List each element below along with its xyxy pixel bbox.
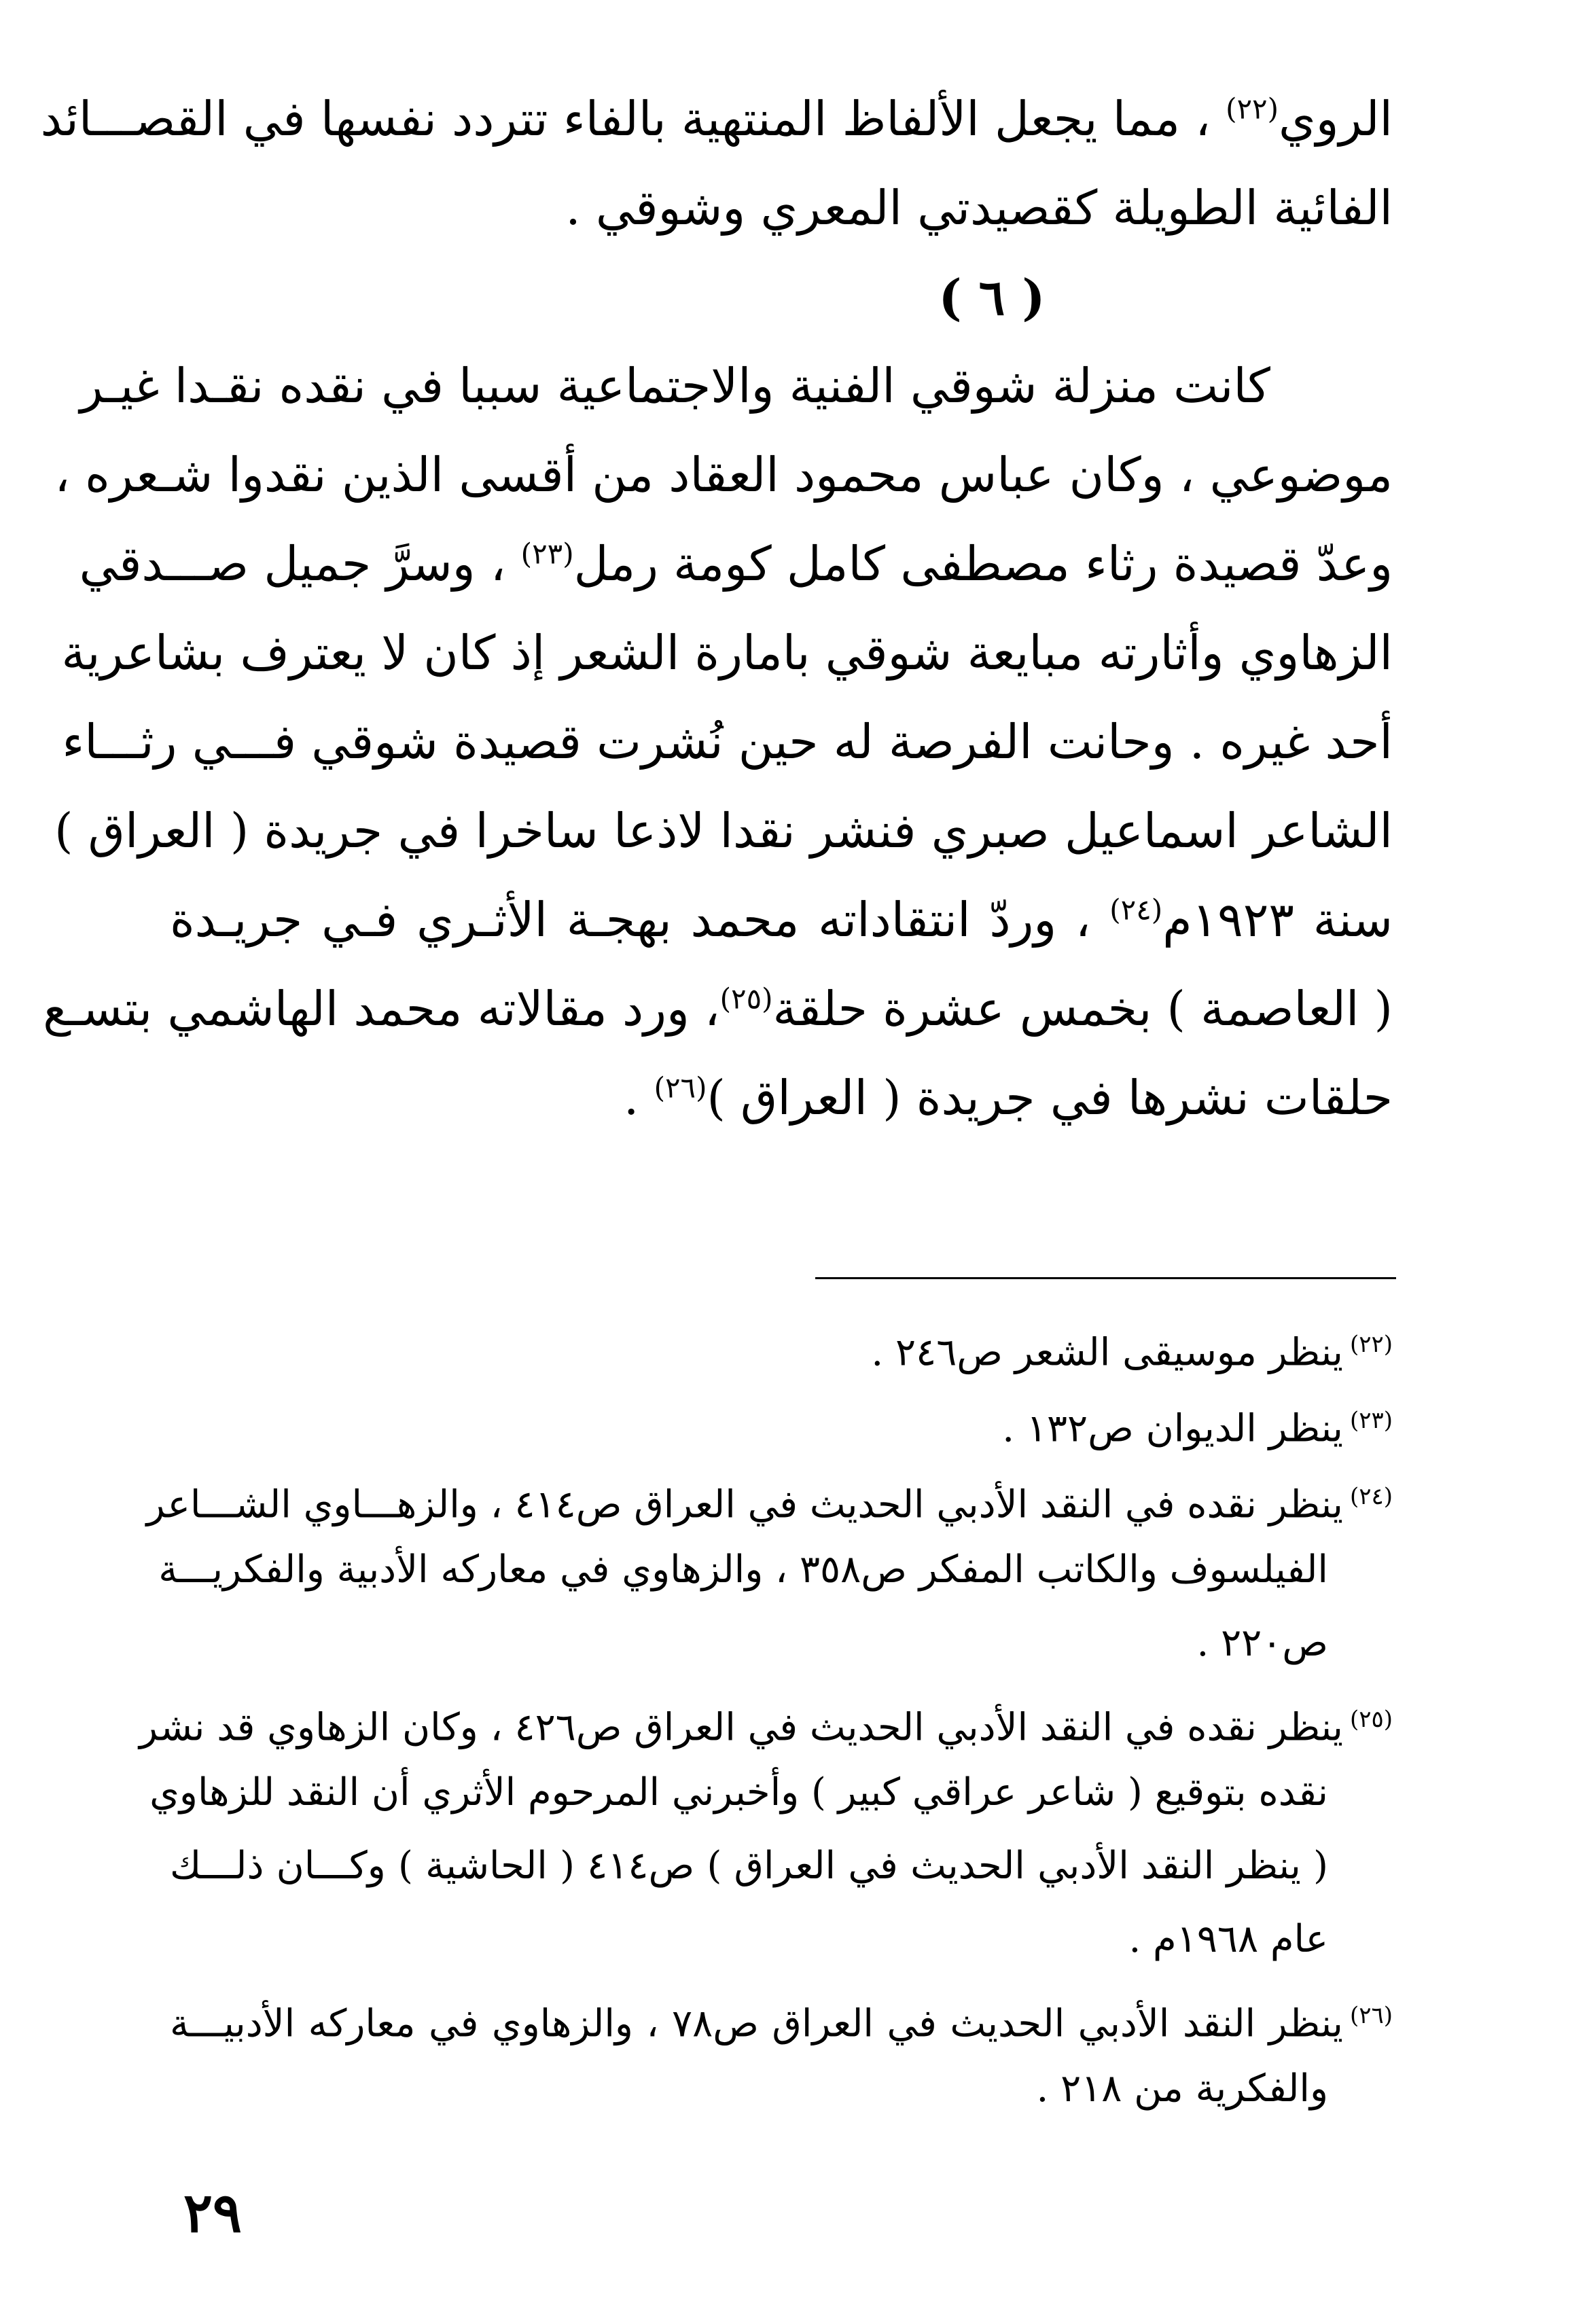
footnote-line: نقده بتوقيع ( شاعر عراقي كبير ) وأخبرني المرحوم الأثري أن النقد للزهاوي	[149, 1770, 1328, 1814]
text-line: أحد غيره . وحانت الفرصة له حين نُشرت قصيدة شوقي فـــي رثـــاء	[62, 714, 1393, 770]
footnote-number: (٢٤)	[1349, 1483, 1393, 1510]
footnote-text: ينظر موسيقى الشعر ص٢٤٦ .	[871, 1330, 1343, 1375]
footnote-text: ينظر نقده في النقد الأدبي الحديث في العراق ص٤٢٦ ، وكان الزهاوي قد نشر	[139, 1705, 1343, 1750]
text-line: وعدّ قصيدة رثاء مصطفى كامل كومة رمل$^{(٢٣)}$ ، وسرَّ جميل صـــدقي	[79, 536, 1393, 592]
footnote-line	[170, 1384, 1393, 1457]
footnote-line	[170, 1308, 1393, 1381]
footnote-line: الفيلسوف والكاتب المفكر ص٣٥٨ ، والزهاوي في معاركه الأدبية والفكريـــة	[158, 1548, 1328, 1592]
text-line: الزهاوي وأثارته مبايعة شوقي بامارة الشعر إذ كان لا يعترف بشاعرية	[61, 625, 1393, 681]
text-line: ( العاصمة ) بخمس عشرة حلقة$^{(٢٥)}$، ورد مقالاته محمد الهاشمي بتسـع	[43, 981, 1393, 1037]
text-line: الشاعر اسماعيل صبري فنشر نقدا لاذعا ساخرا في جريدة ( العراق )	[54, 803, 1393, 859]
footnote-26	[170, 1979, 1393, 2126]
footnote-22	[170, 1308, 1393, 1381]
footnotes	[139, 1308, 1393, 2128]
footnote-separator	[815, 1277, 1396, 1279]
footnote-line	[146, 1460, 1393, 1533]
main-text	[40, 75, 1393, 1143]
section-heading: ( ٦ )	[938, 268, 1046, 326]
text-line: الفائية الطويلة كقصيدتي المعري وشوقي .	[565, 180, 1393, 236]
text-line: كانت منزلة شوقي الفنية والاجتماعية سببا في نقده نقـدا غيـر	[79, 358, 1270, 414]
footnote-24	[146, 1460, 1393, 1680]
footnote-line	[170, 1979, 1393, 2052]
text-line: سنة ١٩٢٣م$^{(٢٤)}$ ، وردّ انتقاداته محمد بهجـة الأثـري فـي جريـدة	[170, 892, 1393, 948]
footnote-line: والفكرية من ٢١٨ .	[1036, 2067, 1328, 2111]
text-line: موضوعي ، وكان عباس محمود العقاد من أقسى الذين نقدوا شـعره ،	[54, 447, 1393, 503]
footnote-number: (٢٦)	[1349, 2002, 1393, 2029]
footnote-23	[170, 1384, 1393, 1457]
footnote-text: ينظر الديوان ص١٣٢ .	[1002, 1406, 1343, 1451]
footnote-line: عام ١٩٦٨م .	[1128, 1917, 1328, 1961]
footnote-number: (٢٣)	[1349, 1407, 1393, 1434]
footnote-text: ينظر نقده في النقد الأدبي الحديث في العراق ص٤١٤ ، والزهـــاوي الشـــاعر	[146, 1482, 1343, 1527]
footnote-number: (٢٥)	[1349, 1706, 1393, 1733]
page-number: ٢٩	[183, 2181, 242, 2245]
footnote-25	[139, 1683, 1393, 1976]
footnote-number: (٢٢)	[1349, 1331, 1393, 1358]
footnote-line: ص٢٢٠ .	[1196, 1621, 1328, 1665]
footnote-line	[139, 1683, 1393, 1756]
footnote-text: ينظر النقد الأدبي الحديث في العراق ص٧٨ ، والزهاوي في معاركه الأدبيـــة	[170, 2001, 1343, 2046]
footnote-line: ( ينظر النقد الأدبي الحديث في العراق ) ص٤١٤ ( الحاشية ) وكـــان ذلـــك	[170, 1844, 1328, 1888]
text-line: حلقات نشرها في جريدة ( العراق )$^{(٢٦)}$ .	[624, 1070, 1393, 1126]
text-line: الروي$^{(٢٢)}$ ، مما يجعل الألفاظ المنتهية بالفاء تتردد نفسها في القصـــائد	[40, 91, 1393, 147]
